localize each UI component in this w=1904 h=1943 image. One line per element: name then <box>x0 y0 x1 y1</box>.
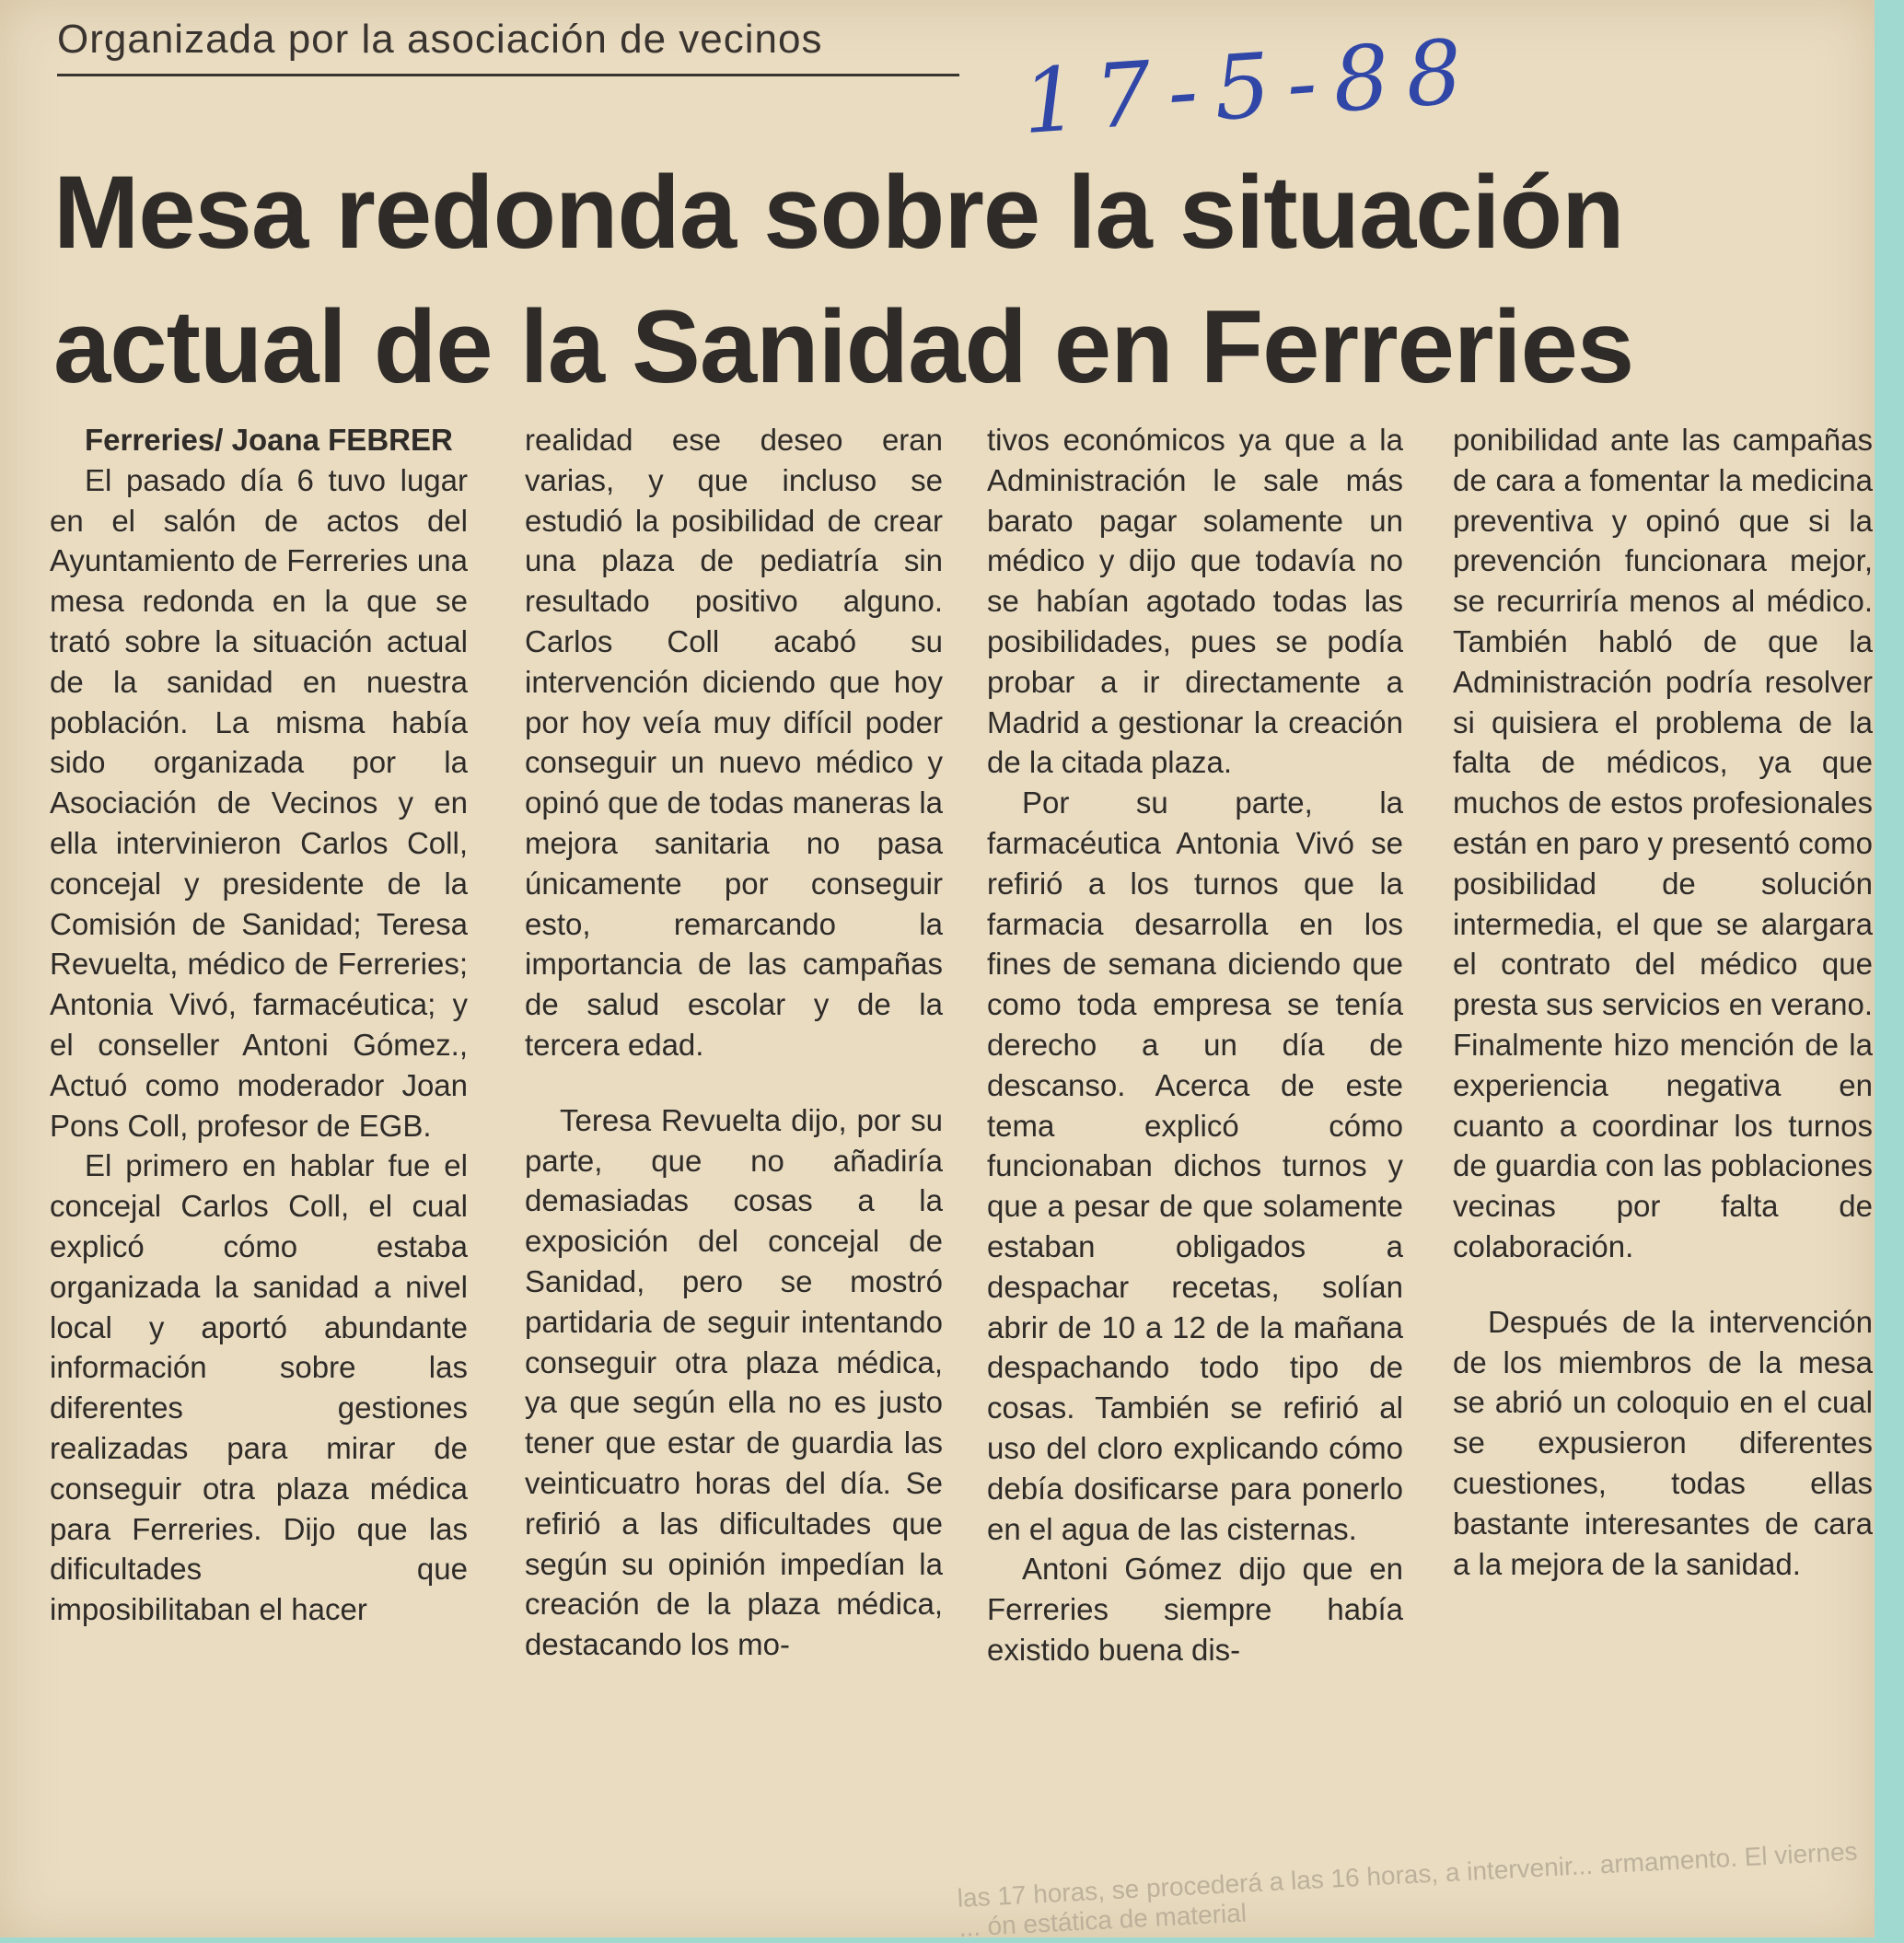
byline: Ferreries/ Joana FEBRER <box>85 423 453 457</box>
headline-line-1: Mesa redonda sobre la situación <box>53 155 1624 270</box>
article-paragraph: El pasado día 6 tuvo lugar en el salón de actos del Ayuntamiento de Ferreries una mesa redonda en la que se trató sobre la situación actual de la sanidad en nuestra población. La misma había sido organizada por la Asociación de Vecinos y en ella intervinieron Carlos Coll, concejal y presidente de la Comisión de Sanidad; Teresa Revuelta, médico de Ferreries; Antonia Vivó, farmacéutica; y el conseller Antoni Gómez., Actuó como moderador Joan Pons Coll, profesor de EGB. <box>50 462 468 1143</box>
kicker: Organizada por la asociación de vecinos <box>57 17 959 76</box>
handwritten-date: 17-5-88 <box>1018 18 1482 155</box>
article-paragraph: Teresa Revuelta dijo, por su parte, que no añadiría demasiadas cosas a la exposición del concejal de Sanidad, pero se mostró partidaria de seguir intentando conseguir otra plaza médica, ya que según ella no es justo tener que estar de guardia las veinticuatro horas del día. Se refirió a las dificultades que según su opinión impedían la creación de la plaza médica, destacando los mo- <box>525 1102 943 1662</box>
article-paragraph: Después de la intervención de los miembros de la mesa se abrió un coloquio en el cual se expusieron diferentes cuestiones, todas ellas bastante interesantes de cara a la mejora de la sanidad. <box>1453 1304 1873 1581</box>
article-column-4 <box>1453 420 1873 1584</box>
article-paragraph: realidad ese deseo eran varias, y que incluso se estudió la posibilidad de crear una plaza de pediatría sin resultado positivo alguno. Carlos Coll acabó su intervención diciendo que hoy por hoy veía muy difícil poder conseguir un nuevo médico y opinó que de todas maneras la mejora sanitaria no pasa únicamente por conseguir esto, remarcando la importancia de las campañas de salud escolar y de la tercera edad. <box>525 423 943 1062</box>
headline-line-2: actual de la Sanidad en Ferreries <box>53 289 1634 404</box>
headline <box>53 145 1858 414</box>
article-paragraph: El primero en hablar fue el concejal Carlos Coll, el cual explicó cómo estaba organizada la sanidad a nivel local y aportó abundante información sobre las diferentes gestiones realizadas para mirar de conseguir otra plaza médica para Ferreries. Dijo que las dificultades que imposibilitaban el hacer <box>50 1148 468 1627</box>
article-paragraph: ponibilidad ante las campañas de cara a fomentar la medicina preventiva y opinó que si la prevención funcionara mejor, se recurriría menos al médico. También habló de que la Administración podría resolver si quisiera el problema de la falta de médicos, ya que muchos de estos profesionales están en paro y presentó como posibilidad de solución intermedia, el que se alargara el contrato del médico que presta sus servicios en verano. Finalmente hizo mención de la experiencia negativa en cuanto a coordinar los turnos de guardia con las poblaciones vecinas por falta de colaboración. <box>1453 423 1873 1263</box>
article-paragraph: Por su parte, la farmacéutica Antonia Vivó se refirió a los turnos que la farmacia desarrolla en los fines de semana diciendo que como toda empresa se tenía derecho a un día de descanso. Acerca de este tema explicó cómo funcionaban dichos turnos y que a pesar de que solamente estaban obligados a despachar recetas, solían abrir de 10 a 12 de la mañana despachando todo tipo de cosas. También se refirió al uso del cloro explicando cómo debía dosificarse para ponerlo en el agua de las cisternas. <box>987 785 1403 1546</box>
bleed-through-text: las 17 horas, se procederá a las 16 horas, a intervenir... armamento. El viernes ... ón estática de material <box>957 1836 1859 1942</box>
article-paragraph: Antoni Gómez dijo que en Ferreries siempre había existido buena dis- <box>987 1552 1403 1667</box>
article-column-2 <box>525 420 943 1665</box>
article-paragraph: tivos económicos ya que a la Administración le sale más barato pagar solamente un médico y dijo que todavía no se habían agotado todas las posibilidades, pues se podía probar a ir directamente a Madrid a gestionar la creación de la citada plaza. <box>987 423 1403 780</box>
article-column-3 <box>987 420 1403 1670</box>
article-column-1 <box>50 420 468 1630</box>
